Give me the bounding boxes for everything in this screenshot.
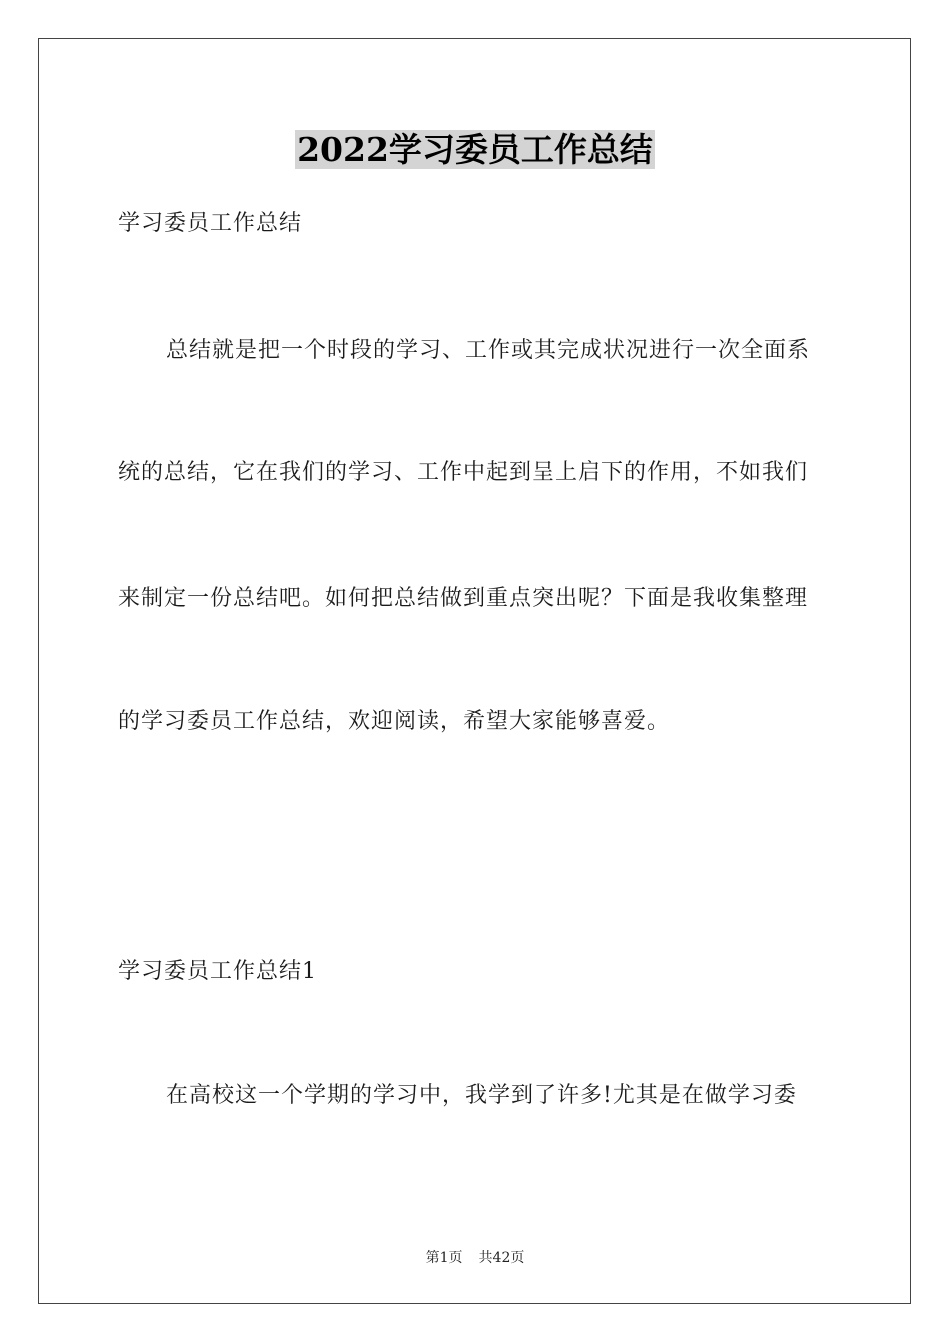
intro-line-3: 来制定一份总结吧。如何把总结做到重点突出呢？下面是我收集整理 [118, 586, 809, 611]
document-subtitle: 学习委员工作总结 [118, 211, 303, 236]
page-footer [0, 1248, 950, 1268]
page-number: 第1页 [425, 1250, 463, 1266]
section-line-1: 在高校这一个学期的学习中，我学到了许多!尤其是在做学习委 [166, 1083, 797, 1108]
intro-line-2: 统的总结，它在我们的学习、工作中起到呈上启下的作用，不如我们 [118, 460, 809, 485]
section-heading: 学习委员工作总结1 [118, 959, 317, 984]
intro-line-4: 的学习委员工作总结，欢迎阅读，希望大家能够喜爱。 [118, 709, 671, 734]
document-title [0, 128, 950, 172]
page-total: 共42页 [478, 1250, 525, 1266]
intro-line-1: 总结就是把一个时段的学习、工作或其完成状况进行一次全面系 [166, 338, 811, 363]
document-title-text: 2022学习委员工作总结 [297, 130, 653, 169]
